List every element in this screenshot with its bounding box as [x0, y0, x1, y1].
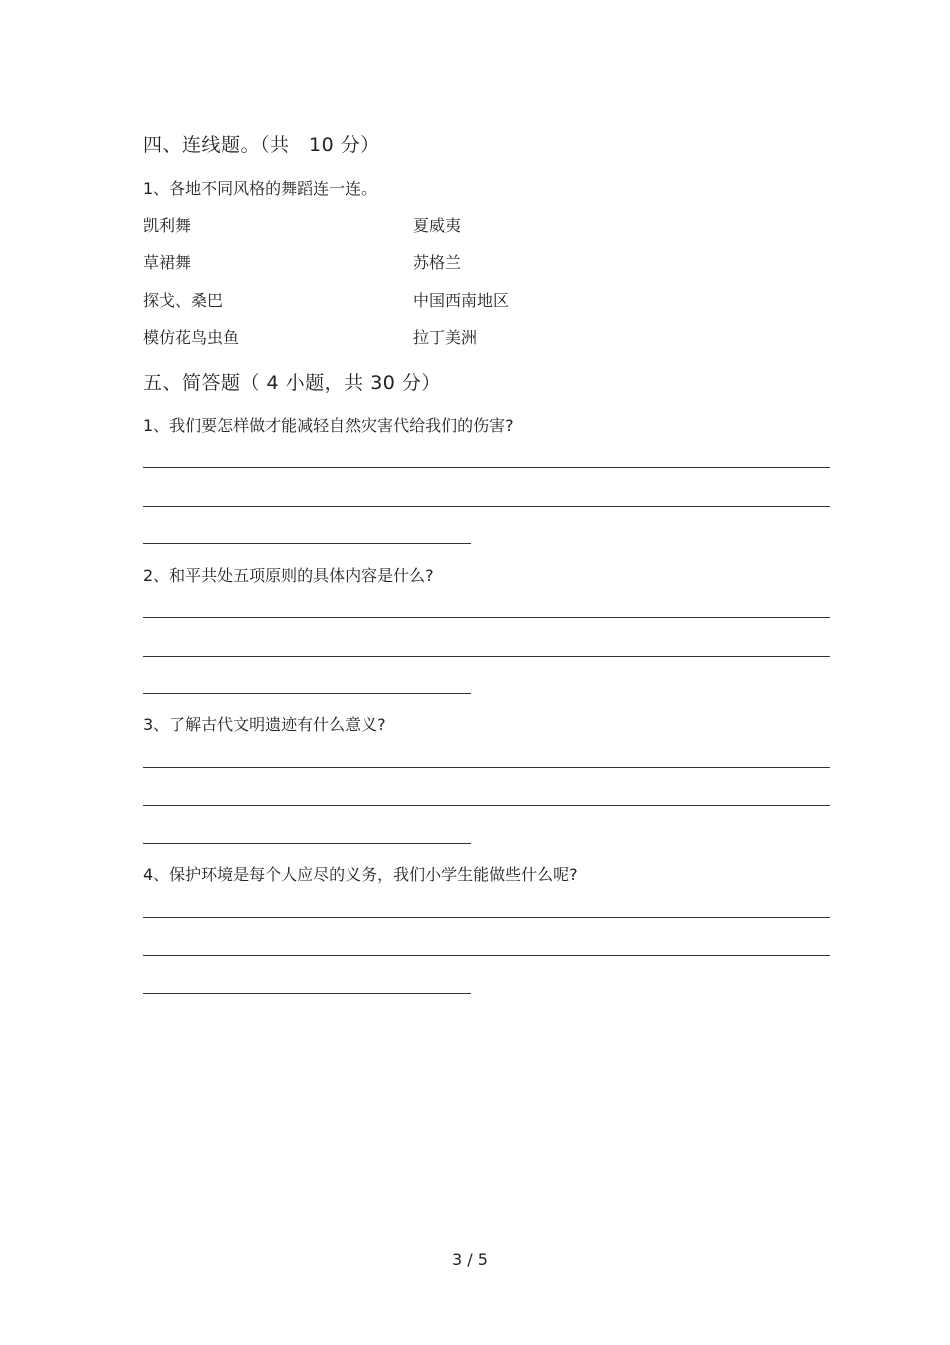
answer-line[interactable] — [143, 656, 830, 657]
match-right-item: 夏威夷 — [413, 216, 462, 235]
match-left-item: 凯利舞 — [143, 216, 192, 235]
answer-line[interactable] — [143, 467, 830, 468]
match-right-item: 拉丁美洲 — [413, 328, 478, 347]
answer-line[interactable] — [143, 767, 830, 768]
match-left-item: 模仿花鸟虫鱼 — [143, 328, 240, 347]
match-right-item: 苏格兰 — [413, 253, 462, 272]
answer-line[interactable] — [143, 917, 830, 918]
answer-line[interactable] — [143, 955, 830, 956]
short-answer-question: 2、和平共处五项原则的具体内容是什么? — [143, 566, 434, 585]
answer-line[interactable] — [143, 506, 830, 507]
page-number: 3 / 5 — [452, 1250, 488, 1269]
answer-line[interactable] — [143, 805, 830, 806]
match-left-item: 探戈、桑巴 — [143, 291, 224, 310]
short-answer-question: 4、保护环境是每个人应尽的义务，我们小学生能做些什么呢? — [143, 865, 578, 884]
answer-line[interactable] — [143, 693, 471, 694]
answer-line[interactable] — [143, 617, 830, 618]
short-answer-question: 1、我们要怎样做才能减轻自然灾害代给我们的伤害? — [143, 416, 514, 435]
answer-line[interactable] — [143, 843, 471, 844]
match-left-item: 草裙舞 — [143, 253, 192, 272]
answer-line[interactable] — [143, 993, 471, 994]
matching-question: 1、各地不同风格的舞蹈连一连。 — [143, 179, 378, 198]
match-right-item: 中国西南地区 — [413, 291, 510, 310]
answer-line[interactable] — [143, 543, 471, 544]
section-5-title: 五、简答题（ 4 小题，共 30 分） — [143, 372, 441, 394]
section-4-title: 四、连线题。（共 10 分） — [143, 134, 380, 156]
short-answer-question: 3、了解古代文明遗迹有什么意义? — [143, 715, 386, 734]
